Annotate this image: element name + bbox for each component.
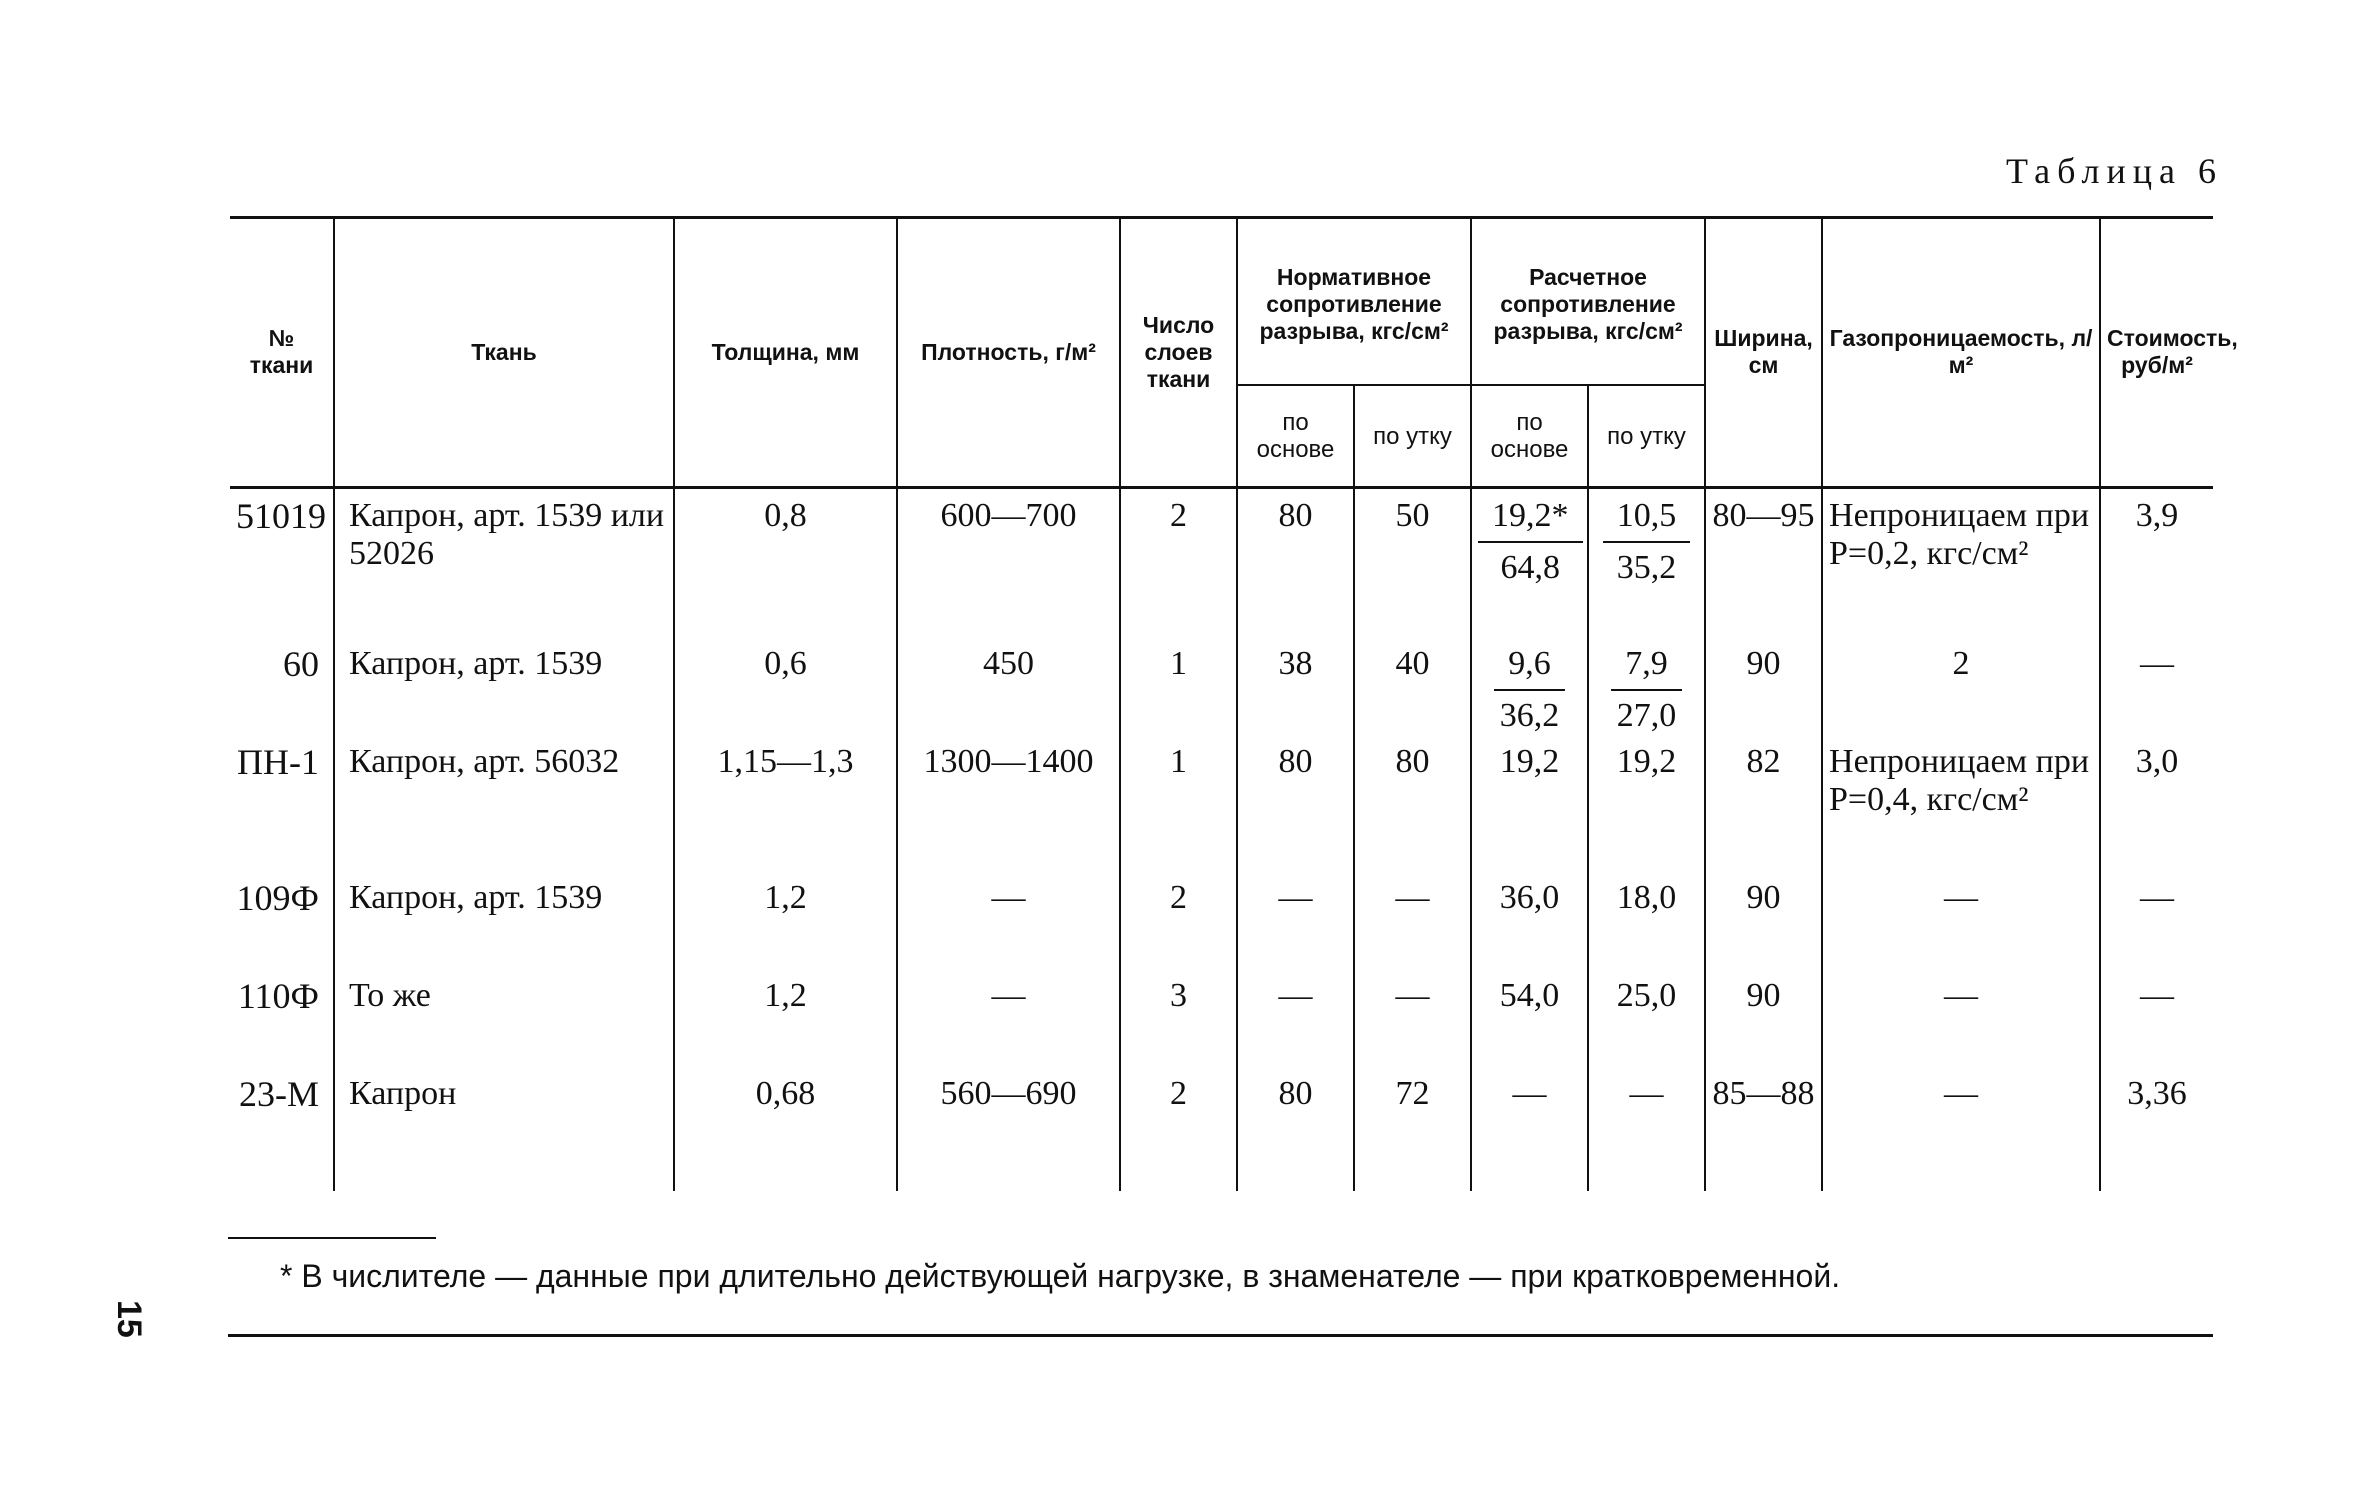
cell-cost: 3,36 xyxy=(2100,1067,2213,1191)
cell-width: 90 xyxy=(1705,969,1822,1067)
table-header xyxy=(230,218,2238,488)
table-row xyxy=(230,969,2213,1067)
cell-fabric: Капрон, арт. 1539 xyxy=(334,871,674,969)
footnote-rule xyxy=(228,1237,436,1239)
header-normative-warp: по основе xyxy=(1237,385,1354,488)
cell-density: 600—700 xyxy=(897,488,1120,638)
fraction-numerator: 10,5 xyxy=(1603,497,1691,543)
table-row xyxy=(230,735,2213,871)
cell-layers: 2 xyxy=(1120,1067,1237,1191)
table-row xyxy=(230,1067,2213,1191)
cell-normative-warp: — xyxy=(1237,969,1354,1067)
page-bottom-rule xyxy=(228,1334,2213,1337)
cell-calculated-warp: 36,0 xyxy=(1471,871,1588,969)
cell-cost: 3,9 xyxy=(2100,488,2213,638)
cell-normative-warp: 80 xyxy=(1237,1067,1354,1191)
page-number: 15 xyxy=(110,1300,148,1338)
cell-calculated-warp: 54,0 xyxy=(1471,969,1588,1067)
cell-normative-weft: 40 xyxy=(1354,637,1471,735)
cell-code: 60 xyxy=(230,637,334,735)
table-row xyxy=(230,637,2213,735)
cell-thickness: 0,68 xyxy=(674,1067,897,1191)
fraction xyxy=(1611,645,1682,735)
cell-gas: 2 xyxy=(1822,637,2100,735)
header-fabric: Ткань xyxy=(334,218,674,488)
cell-normative-weft: 80 xyxy=(1354,735,1471,871)
footnote: * В числителе — данные при длительно действующей нагрузке, в знаменателе — при кратковременной. xyxy=(280,1258,1841,1294)
cell-density: — xyxy=(897,871,1120,969)
cell-calculated-warp xyxy=(1471,637,1588,735)
header-cost: Стоимость, руб/м² xyxy=(2100,218,2213,488)
fraction-numerator: 7,9 xyxy=(1611,645,1682,691)
cell-calculated-weft: — xyxy=(1588,1067,1705,1191)
cell-layers: 1 xyxy=(1120,637,1237,735)
cell-code: 23-М xyxy=(230,1067,334,1191)
cell-width: 90 xyxy=(1705,871,1822,969)
cell-fabric: Капрон, арт. 56032 xyxy=(334,735,674,871)
header-calculated-weft: по утку xyxy=(1588,385,1705,488)
fraction-denominator: 35,2 xyxy=(1616,549,1677,586)
cell-normative-warp: 80 xyxy=(1237,735,1354,871)
cell-cost: 3,0 xyxy=(2100,735,2213,871)
cell-calculated-weft: 18,0 xyxy=(1588,871,1705,969)
cell-gas: — xyxy=(1822,969,2100,1067)
table-row xyxy=(230,871,2213,969)
cell-thickness: 1,15—1,3 xyxy=(674,735,897,871)
header-normative: Нормативное сопротивление разрыва, кгс/см² xyxy=(1237,218,1471,385)
header-width: Ширина, см xyxy=(1705,218,1822,488)
cell-gas: Непроницаем при P=0,4, кгс/см² xyxy=(1822,735,2100,871)
fraction xyxy=(1478,497,1583,587)
cell-cost: — xyxy=(2100,637,2213,735)
fraction-denominator: 64,8 xyxy=(1500,549,1561,586)
cell-thickness: 0,6 xyxy=(674,637,897,735)
cell-normative-weft: 50 xyxy=(1354,488,1471,638)
cell-thickness: 1,2 xyxy=(674,969,897,1067)
cell-calculated-weft: 25,0 xyxy=(1588,969,1705,1067)
cell-layers: 1 xyxy=(1120,735,1237,871)
fraction-numerator: 9,6 xyxy=(1494,645,1565,691)
cell-normative-weft: 72 xyxy=(1354,1067,1471,1191)
header-density: Плотность, г/м² xyxy=(897,218,1120,488)
cell-gas: Непроницаем при P=0,2, кгс/см² xyxy=(1822,488,2100,638)
cell-gas: — xyxy=(1822,871,2100,969)
cell-fabric: Капрон xyxy=(334,1067,674,1191)
fraction-denominator: 36,2 xyxy=(1499,697,1560,734)
fabric-spec-table xyxy=(230,218,2238,1191)
cell-layers: 2 xyxy=(1120,871,1237,969)
fraction-numerator: 19,2* xyxy=(1478,497,1583,543)
cell-fabric: Капрон, арт. 1539 xyxy=(334,637,674,735)
header-calculated: Расчетное сопротивление разрыва, кгс/см² xyxy=(1471,218,1705,385)
cell-normative-warp: 38 xyxy=(1237,637,1354,735)
cell-fabric: Капрон, арт. 1539 или 52026 xyxy=(334,488,674,638)
cell-code: 110Ф xyxy=(230,969,334,1067)
cell-thickness: 0,8 xyxy=(674,488,897,638)
cell-normative-warp: — xyxy=(1237,871,1354,969)
header-thickness: Толщина, мм xyxy=(674,218,897,488)
cell-width: 80—95 xyxy=(1705,488,1822,638)
cell-layers: 2 xyxy=(1120,488,1237,638)
cell-normative-warp: 80 xyxy=(1237,488,1354,638)
cell-cost: — xyxy=(2100,871,2213,969)
header-gas: Газопроницаемость, л/м² xyxy=(1822,218,2100,488)
fraction xyxy=(1494,645,1565,735)
cell-gas: — xyxy=(1822,1067,2100,1191)
cell-calculated-weft: 19,2 xyxy=(1588,735,1705,871)
header-calculated-warp: по основе xyxy=(1471,385,1588,488)
fraction xyxy=(1603,497,1691,587)
fraction-denominator: 27,0 xyxy=(1616,697,1677,734)
cell-normative-weft: — xyxy=(1354,969,1471,1067)
cell-calculated-weft xyxy=(1588,637,1705,735)
table-caption: Таблица 6 xyxy=(2006,151,2223,191)
cell-normative-weft: — xyxy=(1354,871,1471,969)
cell-width: 90 xyxy=(1705,637,1822,735)
cell-calculated-warp: 19,2 xyxy=(1471,735,1588,871)
table-row xyxy=(230,488,2213,638)
cell-layers: 3 xyxy=(1120,969,1237,1067)
cell-code: 51019 xyxy=(230,488,334,638)
cell-density: 560—690 xyxy=(897,1067,1120,1191)
cell-fabric: То же xyxy=(334,969,674,1067)
table-body xyxy=(230,488,2213,1192)
cell-code: 109Ф xyxy=(230,871,334,969)
cell-density: 1300—1400 xyxy=(897,735,1120,871)
header-layers: Число слоев ткани xyxy=(1120,218,1237,488)
header-normative-weft: по утку xyxy=(1354,385,1471,488)
cell-thickness: 1,2 xyxy=(674,871,897,969)
cell-calculated-warp xyxy=(1471,488,1588,638)
cell-code: ПН-1 xyxy=(230,735,334,871)
cell-calculated-weft xyxy=(1588,488,1705,638)
cell-cost: — xyxy=(2100,969,2213,1067)
cell-density: — xyxy=(897,969,1120,1067)
cell-width: 82 xyxy=(1705,735,1822,871)
header-no: № ткани xyxy=(230,218,334,488)
cell-width: 85—88 xyxy=(1705,1067,1822,1191)
cell-calculated-warp: — xyxy=(1471,1067,1588,1191)
cell-density: 450 xyxy=(897,637,1120,735)
